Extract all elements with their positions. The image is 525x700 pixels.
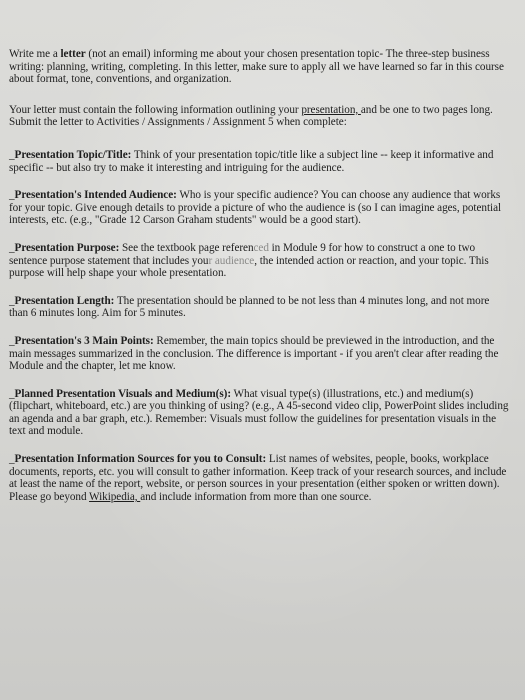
requirements-underlined: presentation, [301, 103, 361, 116]
item-dash: _ [9, 294, 15, 307]
item-topic-title [9, 149, 511, 174]
intro-emphasis-letter: letter [60, 48, 86, 60]
requirements-text-continued: and be one to two pages long. Submit the letter to Activities / Assignments / Assignment 5 when complete: [9, 103, 493, 129]
item-visuals [9, 388, 511, 438]
item-body-glare: r audience [208, 254, 255, 267]
item-heading: Presentation Length: [14, 294, 115, 307]
item-heading: Presentation Topic/Title: [14, 148, 132, 161]
item-body-end: and include information from more than one source. [140, 490, 372, 503]
item-body: Who is your specific audience? You can choose any audience that works for your topic. Give enough details to provide a picture of who the audience is (so I can imagine ages, potential interests, etc. (e.g., "Grade 12 Carson Graham students" would be a good start). [9, 189, 502, 227]
item-heading: Presentation Purpose: [14, 241, 120, 254]
item-dash: _ [9, 189, 15, 202]
item-dash: _ [9, 241, 15, 254]
item-dash: _ [9, 453, 15, 466]
requirements-paragraph [9, 104, 511, 129]
intro-paragraph [9, 48, 511, 86]
item-body: See the textbook page referen [119, 241, 254, 254]
item-length [9, 295, 511, 320]
item-heading: Presentation's 3 Main Points: [14, 334, 154, 347]
item-body-glare: ced [253, 241, 269, 254]
item-purpose [9, 242, 511, 280]
item-body-end: , the intended action or reaction, and your topic. This purpose will help shape your whole presentation. [9, 254, 489, 280]
item-main-points [9, 335, 511, 373]
item-heading: Planned Presentation Visuals and Medium(s): [14, 387, 231, 400]
item-dash: _ [9, 387, 15, 400]
item-sources [9, 453, 511, 503]
item-audience [9, 189, 511, 227]
item-dash: _ [9, 148, 15, 161]
wikipedia-underlined: Wikipedia, [89, 490, 141, 503]
item-body: The presentation should be planned to be not less than 4 minutes long, and not more than 6 minutes long. Aim for 5 minutes. [9, 294, 490, 320]
item-body-continued: in Module 9 for how to construct a one to two sentence purpose statement that includes you [9, 241, 476, 267]
item-body: What visual type(s) (illustrations, etc.) and medium(s) (flipchart, whiteboard, etc.) are you thinking of using? (e.g., A 45-second video clip, PowerPoint slides including an agenda and a bar graph, etc.). Remember: Visuals must follow the guidelines for presentation visuals in the text and module. [9, 387, 509, 438]
item-body: List names of websites, people, books, workplace documents, reports, etc. you will consult to gather information. Keep track of your research sources, and include at least the name of the report, website, or person sources in your presentation (either spoken or written down). Please go beyond [9, 453, 507, 503]
requirements-text: Your letter must contain the following information outlining your [9, 103, 302, 116]
item-body: Think of your presentation topic/title like a subject line -- keep it informative and specific -- but also try to make it interesting and intriguing for the audience. [9, 148, 494, 174]
intro-text-continued: (not an email) informing me about your chosen presentation topic- The three-step business writing: planning, writing, completing. In this letter, make sure to apply all we have learned so far in this course about format, tone, conventions, and organization. [9, 48, 504, 86]
item-dash: _ [9, 334, 15, 347]
item-heading: Presentation Information Sources for you to Consult: [14, 453, 267, 466]
item-heading: Presentation's Intended Audience: [14, 189, 177, 202]
intro-text: Write me a [9, 48, 61, 60]
item-body: Remember, the main topics should be previewed in the introduction, and the main messages summarized in the conclusion. The difference is important - if you aren't clear after reading the Module and the chapter, let me know. [9, 334, 499, 373]
